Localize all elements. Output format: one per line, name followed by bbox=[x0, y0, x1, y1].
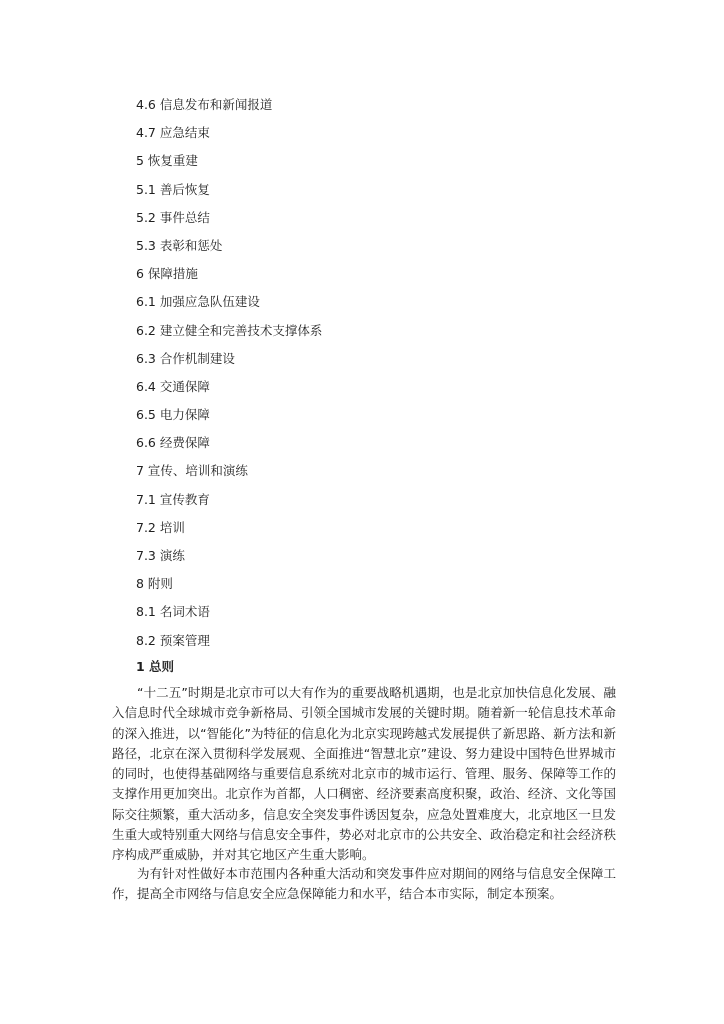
toc-item: 6 保障措施 bbox=[136, 266, 198, 282]
toc-item: 7 宣传、培训和演练 bbox=[136, 463, 248, 479]
toc-item: 6.4 交通保障 bbox=[136, 378, 210, 394]
table-of-contents bbox=[136, 94, 636, 658]
toc-item: 7.1 宣传教育 bbox=[136, 491, 210, 507]
toc-item: 4.6 信息发布和新闻报道 bbox=[136, 97, 273, 112]
body-paragraph: 为有针对性做好本市范围内各种重大活动和突发事件应对期间的网络与信息安全保障工作，提高全市网络与信息安全应急保障能力和水平，结合本市实际，制定本预案。 bbox=[112, 866, 616, 902]
section-heading: 1 总则 bbox=[136, 659, 175, 674]
body-paragraph: “十二五”时期是北京市可以大有作为的重要战略机遇期，也是北京加快信息化发展、融入信息时代全球城市竞争新格局、引领全国城市发展的关键时期。随着新一轮信息技术革命的深入推进，以“智能化”为特征的信息化为北京实现跨越式发展提供了新思路、新方法和新路径，北京在深入贯彻科学发展观、全面推进“智慧北京”建设、努力建设中国特色世界城市的同时，也使得基础网络与重要信息系统对北京市的城市运行、管理、服务、保障等工作的支撑作用更加突出。北京作为首都，人口稠密、经济要素高度积聚，政治、经济、文化等国际交往频繁，重大活动多，信息安全突发事件诱因复杂，应急处置难度大，北京地区一旦发生重大或特别重大网络与信息安全事件，势必对北京市的公共安全、政治稳定和社会经济秩序构成严重威胁，并对其它地区产生重大影响。 bbox=[112, 685, 616, 863]
toc-item: 8.2 预案管理 bbox=[136, 632, 210, 648]
toc-item: 7.2 培训 bbox=[136, 519, 185, 535]
toc-item: 8.1 名词术语 bbox=[136, 604, 210, 620]
toc-item: 4.7 应急结束 bbox=[136, 125, 210, 141]
toc-item: 7.3 演练 bbox=[136, 548, 185, 563]
toc-item: 6.2 建立健全和完善技术支撑体系 bbox=[136, 322, 323, 338]
toc-item: 8 附则 bbox=[136, 576, 173, 592]
toc-item: 6.3 合作机制建设 bbox=[136, 350, 235, 366]
toc-item: 5 恢复重建 bbox=[136, 153, 198, 169]
toc-item: 6.6 经费保障 bbox=[136, 435, 210, 451]
toc-item: 5.3 表彰和惩处 bbox=[136, 237, 223, 253]
toc-item: 6.5 电力保障 bbox=[136, 407, 210, 423]
toc-item: 6.1 加强应急队伍建设 bbox=[136, 294, 260, 310]
toc-item: 5.1 善后恢复 bbox=[136, 181, 210, 197]
toc-item: 5.2 事件总结 bbox=[136, 209, 210, 225]
